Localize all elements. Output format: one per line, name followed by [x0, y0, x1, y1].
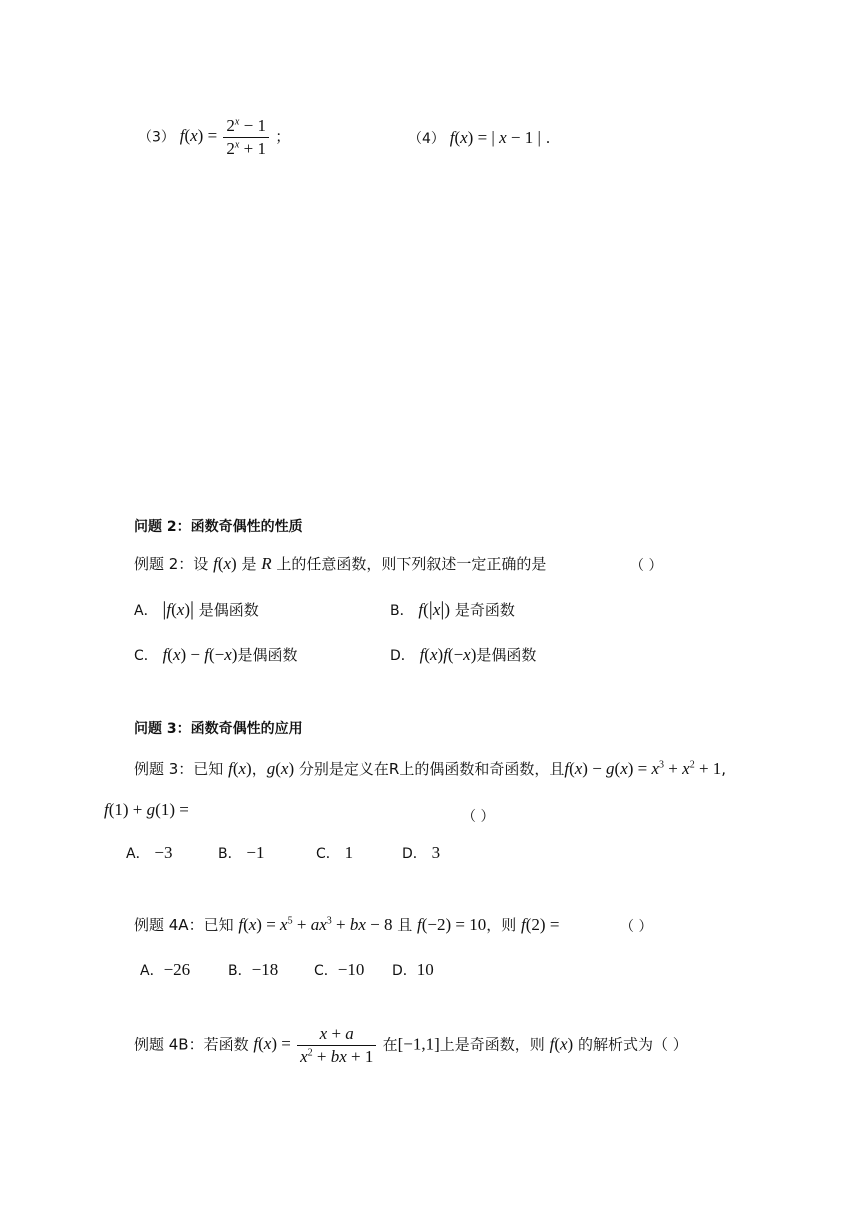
option-label: A．	[140, 963, 164, 979]
q4b-prompt: 例题 4B：若函数 f(x) = $\frac{x + a}{x^2 + bx + 1}$ 在[−1,1]上是奇函数，则 f(x) 的解析式为（ ）	[134, 1024, 688, 1066]
q4a-prompt-text-3: ，则	[486, 916, 522, 934]
q3-prompt: 例题 3：已知 f(x)，g(x) 分别是定义在R上的偶函数和奇函数，且$f(x) - g(x) = x^3 + x^2 + 1$,	[134, 759, 727, 778]
option-label: C．	[134, 648, 158, 664]
option-text: 是偶函数	[237, 646, 298, 664]
option-value: −18	[251, 960, 279, 979]
q2-option-b: B． f(|x|) 是奇函数	[390, 598, 515, 620]
option-label: B．	[228, 963, 252, 979]
q3-option-a	[126, 843, 172, 863]
item-3-end: ；	[275, 127, 291, 146]
q4a-option-b	[228, 960, 278, 980]
option-value: 10	[416, 960, 434, 979]
q2-prompt-text-2: 是	[236, 555, 262, 573]
option-label: A．	[126, 846, 150, 862]
item-4-formula: f(x) = | x − 1 |	[449, 128, 541, 147]
q4b-prompt-text-3: 上是奇函数，则	[439, 1035, 550, 1054]
option-value: 3	[431, 843, 441, 862]
item-3-formula: f(x) = $\frac{2^x - 1}{2^x + 1}$	[180, 126, 276, 145]
q3-option-d	[402, 843, 440, 863]
q3-expression: f(1) + g(1) =	[104, 800, 189, 819]
fraction: $\frac{x + a}{x^2 + bx + 1}$	[297, 1024, 376, 1067]
q2-prompt: 例题 2：设 f(x) 是 R 上的任意函数，则下列叙述一定正确的是	[134, 554, 547, 573]
q2-heading: 问题 2：函数奇偶性的性质	[134, 519, 303, 535]
q2-prompt-text: 例题 2：设	[134, 555, 214, 573]
q2-option-d: D． f(x)f(−x)是偶函数	[390, 645, 537, 664]
option-value: −26	[163, 960, 191, 979]
option-label: B．	[390, 603, 414, 619]
q4b-prompt-text-2: 在	[382, 1035, 398, 1054]
q2-option-c: C． f(x) − f(−x)是偶函数	[134, 645, 298, 664]
q4a-prompt-text-2: 且	[392, 916, 418, 934]
option-value: −1	[246, 843, 265, 862]
q3-heading: 问题 3：函数奇偶性的应用	[134, 721, 303, 737]
q4b-prompt-text: 例题 4B：若函数	[134, 1035, 254, 1054]
item-4-label: （4）	[408, 131, 445, 147]
option-label: C．	[314, 963, 338, 979]
q3-option-c	[316, 843, 353, 863]
q3-prompt-text-2: 分别是定义在R上的偶函数和奇函数，且	[294, 760, 565, 778]
q3-end: ,	[721, 760, 727, 778]
option-label: D．	[390, 648, 415, 664]
option-value: −3	[154, 843, 173, 862]
option-value: −10	[337, 960, 365, 979]
option-label: B．	[218, 846, 242, 862]
option-text: 是偶函数	[198, 601, 259, 619]
q4a-option-d	[392, 960, 434, 980]
option-text: 是偶函数	[476, 646, 537, 664]
fraction: $\frac{2^x - 1}{2^x + 1}$	[223, 116, 269, 159]
q2-prompt-text-3: 上的任意函数，则下列叙述一定正确的是	[271, 555, 547, 573]
item-3	[138, 116, 290, 159]
q4a-option-c	[314, 960, 364, 980]
option-value: 1	[344, 843, 354, 862]
q4a-option-a	[140, 960, 190, 980]
q4b-prompt-text-4: 的解析式为（ ）	[573, 1035, 688, 1054]
q2-option-a: A． |f(x)| 是偶函数	[134, 598, 259, 620]
option-label: D．	[402, 846, 427, 862]
q2-answer-paren: （ ）	[630, 558, 663, 574]
q3-sep: ，	[251, 760, 267, 778]
q4a-answer-paren: （ ）	[620, 919, 653, 935]
q4a-prompt-text: 例题 4A：已知	[134, 916, 239, 934]
item-4	[408, 128, 550, 148]
q3-option-b	[218, 843, 264, 863]
q3-answer-paren: （ ）	[462, 809, 495, 825]
q4a-prompt: 例题 4A：已知 $f(x) = x^5 + ax^3$ + bx − 8 且 f(−2) = 10，则 f(2) =	[134, 915, 560, 934]
item-3-label: （3）	[138, 129, 175, 146]
item-4-end: .	[545, 129, 551, 147]
option-label: C．	[316, 846, 340, 862]
option-label: A．	[134, 603, 158, 619]
option-label: D．	[392, 963, 417, 979]
q3-prompt-text: 例题 3：已知	[134, 760, 229, 778]
option-text: 是奇函数	[454, 601, 515, 619]
